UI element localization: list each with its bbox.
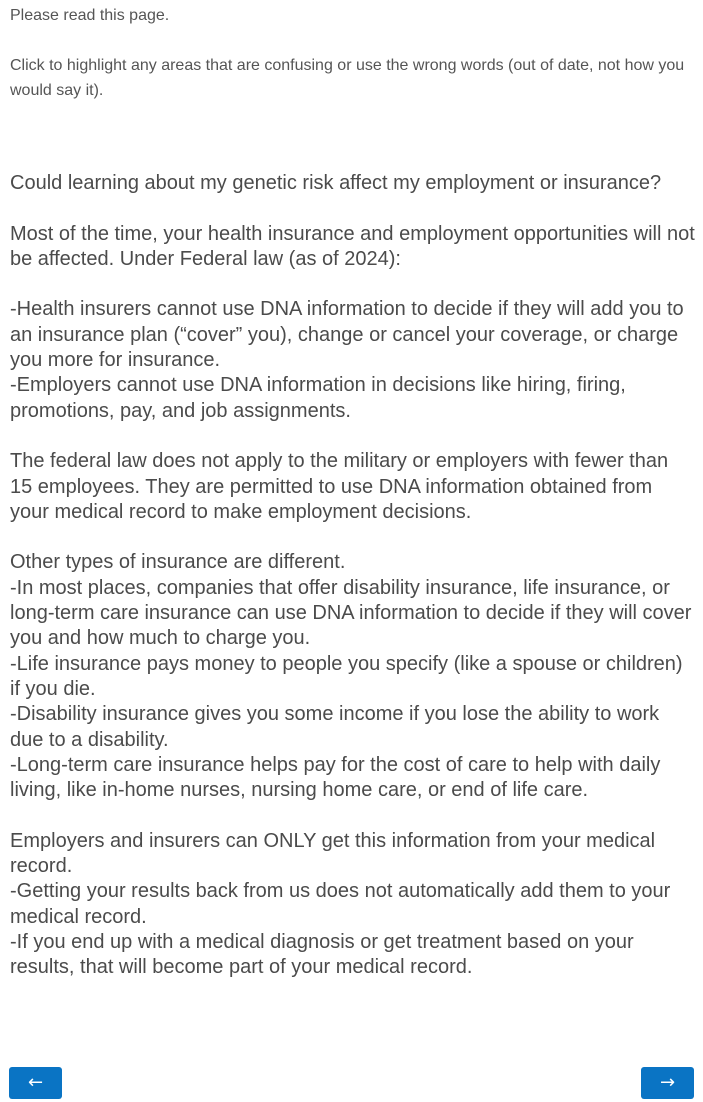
instruction-read: Please read this page. — [10, 7, 170, 24]
other-insurance-line[interactable]: -Long-term care insurance helps pay for the cost of care to help with daily living, like in-home nurses, nursing home care, or end of life care. — [10, 753, 661, 802]
question-heading[interactable]: Could learning about my genetic risk affect my employment or insurance? — [10, 172, 662, 194]
records-line[interactable]: -Getting your results back from us does not automatically add them to your medical record. — [10, 880, 671, 928]
back-button[interactable]: ← — [9, 1067, 62, 1099]
other-insurance-line[interactable]: -In most places, companies that offer disability insurance, life insurance, or long-term care insurance can use DNA information to decide if they will cover you and how much to charge you. — [10, 576, 692, 650]
instruction-highlight: Click to highlight any areas that are confusing or use the wrong words (out of date, not how you would say it). — [10, 57, 685, 99]
exceptions-paragraph[interactable]: The federal law does not apply to the military or employers with fewer than 15 employees. They are permitted to use DNA information obtained from your medical record to make employment decisions. — [10, 450, 669, 523]
federal-point[interactable]: -Health insurers cannot use DNA information to decide if they will add you to an insurance plan (“cover” you), change or cancel your coverage, or charge you more for insurance. — [10, 298, 684, 372]
federal-point[interactable]: -Employers cannot use DNA information in decisions like hiring, firing, promotions, pay, and job assignments. — [10, 374, 626, 422]
highlight-content[interactable] — [10, 171, 695, 981]
records-line[interactable]: Employers and insurers can ONLY get this information from your medical record. — [10, 829, 656, 878]
other-insurance-line[interactable]: -Life insurance pays money to people you specify (like a spouse or children) if you die. — [10, 652, 683, 700]
other-insurance-line[interactable]: Other types of insurance are different. — [10, 551, 346, 574]
intro-paragraph[interactable]: Most of the time, your health insurance and employment opportunities will not be affected. Under Federal law (as of 2024): — [10, 222, 695, 270]
instructions — [10, 3, 698, 103]
next-button[interactable]: → — [641, 1067, 694, 1099]
records-line[interactable]: -If you end up with a medical diagnosis or get treatment based on your results, that will become part of your medical record. — [10, 930, 634, 979]
other-insurance-line[interactable]: -Disability insurance gives you some income if you lose the ability to work due to a disability. — [10, 703, 660, 751]
